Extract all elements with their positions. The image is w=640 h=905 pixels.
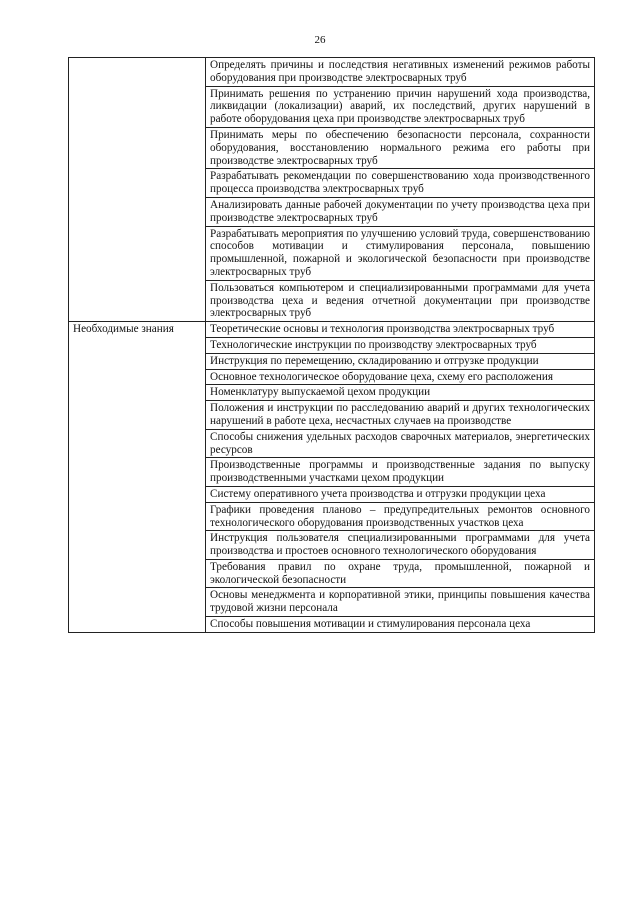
item-text: Инструкция пользователя специализированными программами для учета производства и простоев основного технологического оборудования bbox=[210, 532, 590, 558]
table-cell bbox=[206, 369, 595, 385]
item-text: Анализировать данные рабочей документации по учету производства цеха при производстве электросварных труб bbox=[210, 198, 590, 224]
table-cell bbox=[206, 559, 595, 588]
table-cell bbox=[206, 588, 595, 617]
section-label-knowledge: Необходимые знания bbox=[69, 322, 206, 633]
item-text: Требования правил по охране труда, промышленной, пожарной и экологической безопасности bbox=[210, 560, 590, 586]
item-text: Теоретические основы и технология производства электросварных труб bbox=[210, 323, 555, 336]
item-text: Основы менеджмента и корпоративной этики, принципы повышения качества трудовой жизни персонала bbox=[210, 589, 590, 615]
table-row bbox=[69, 58, 595, 87]
table-cell bbox=[206, 429, 595, 458]
table-cell bbox=[206, 617, 595, 633]
item-text: Положения и инструкции по расследованию аварий и других технологических нарушений в работе цеха, несчастных случаев на производстве bbox=[210, 402, 590, 427]
item-text: Основное технологическое оборудование цеха, схему его расположения bbox=[210, 370, 553, 383]
table-cell bbox=[206, 353, 595, 369]
item-text: Разрабатывать рекомендации по совершенствованию хода производственного процесса производства электросварных труб bbox=[210, 170, 590, 196]
item-text: Производственные программы и производственные задания по выпуску производственными участками цехом продукции bbox=[210, 459, 590, 485]
item-text: Принимать меры по обеспечению безопасности персонала, сохранности оборудования, восстановлению нормального режима его работы при производстве электросварных труб bbox=[210, 128, 590, 167]
table-cell bbox=[206, 226, 595, 280]
table-cell bbox=[206, 401, 595, 430]
table-cell bbox=[206, 127, 595, 168]
table-cell bbox=[206, 385, 595, 401]
table-cell bbox=[206, 58, 595, 87]
table-cell bbox=[206, 197, 595, 226]
table-cell bbox=[206, 280, 595, 321]
item-text: Систему оперативного учета производства и отгрузки продукции цеха bbox=[210, 487, 546, 500]
item-text: Способы снижения удельных расходов сварочных материалов, энергетических ресурсов bbox=[210, 430, 590, 456]
page-number: 26 bbox=[314, 34, 326, 46]
table-cell bbox=[206, 502, 595, 531]
table-cell bbox=[206, 169, 595, 198]
table-cell bbox=[206, 486, 595, 502]
item-text: Определять причины и последствия негативных изменений режимов работы оборудования при производстве электросварных труб bbox=[210, 59, 590, 84]
table-cell bbox=[206, 86, 595, 127]
requirements-table bbox=[68, 57, 595, 633]
item-text: Инструкция по перемещению, складированию и отгрузке продукции bbox=[210, 354, 539, 367]
item-text: Графики проведения планово – предупредительных ремонтов основного технологического оборудования производственных участков цеха bbox=[210, 503, 590, 529]
table-cell bbox=[206, 458, 595, 487]
item-text: Номенклатуру выпускаемой цехом продукции bbox=[210, 386, 431, 399]
item-text: Пользоваться компьютером и специализированными программами для учета производства цеха и ведения отчетной документации при производстве электросварных труб bbox=[210, 281, 590, 320]
item-text: Технологические инструкции по производству электросварных труб bbox=[210, 338, 537, 351]
item-text: Разрабатывать мероприятия по улучшению условий труда, совершенствованию способов мотивации и стимулирования персонала, повышению промышленной, пожарной и экологической безопасности при производстве электросварных труб bbox=[210, 227, 590, 278]
table-cell bbox=[206, 531, 595, 560]
table-row bbox=[69, 322, 595, 338]
table-cell bbox=[206, 337, 595, 353]
section-label-empty bbox=[69, 58, 206, 322]
table-cell bbox=[206, 322, 595, 338]
item-text: Способы повышения мотивации и стимулирования персонала цеха bbox=[210, 618, 531, 631]
item-text: Принимать решения по устранению причин нарушений хода производства, ликвидации (локализации) аварий, их последствий, других нарушений в работе оборудования цеха при производстве электросварных труб bbox=[210, 87, 590, 126]
